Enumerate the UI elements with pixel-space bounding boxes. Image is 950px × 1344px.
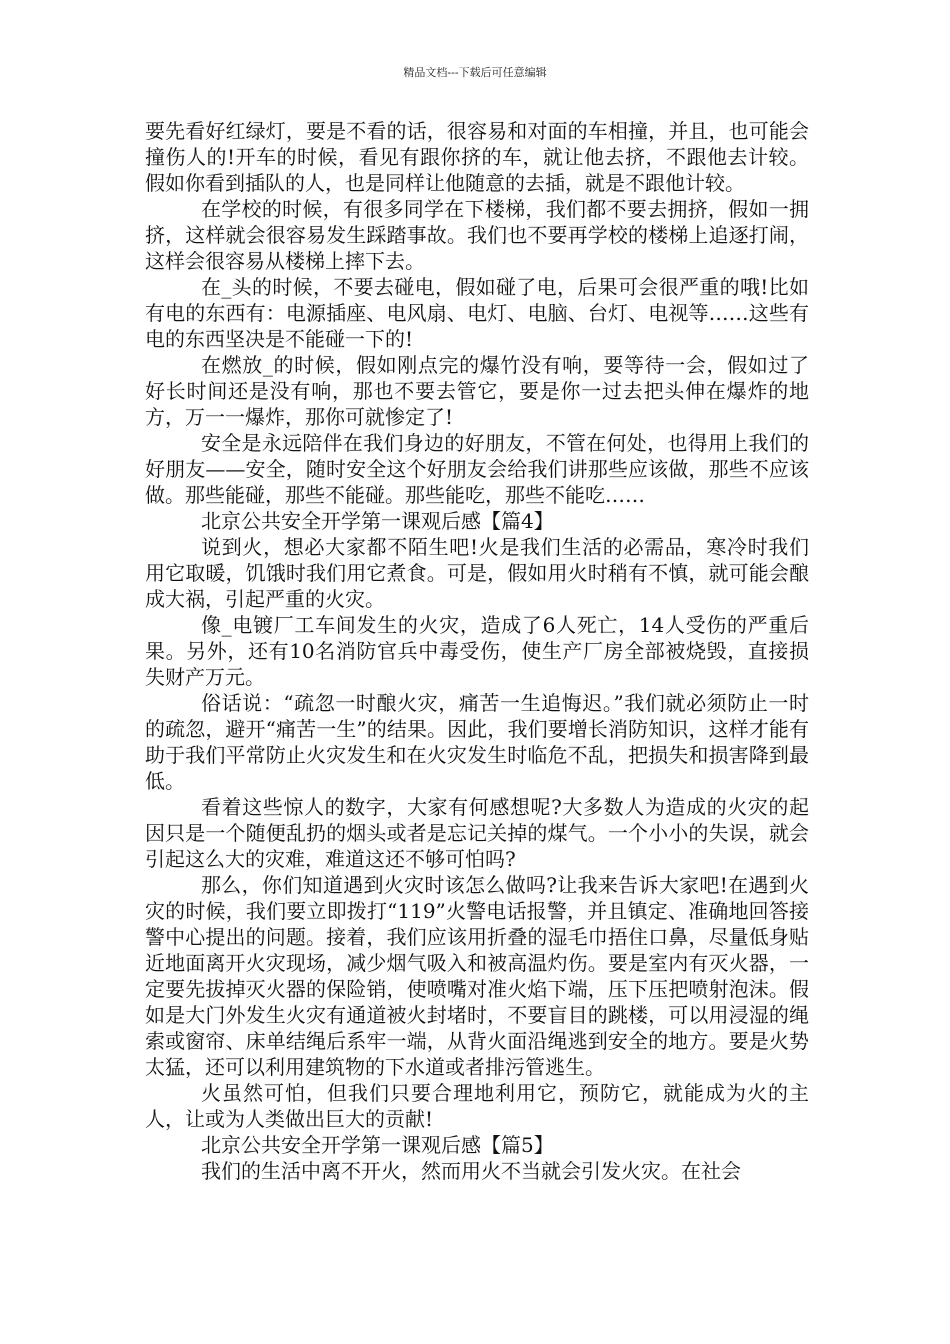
- paragraph: 说到火，想必大家都不陌生吧!火是我们生活的必需品，寒冷时我们用它取暖，饥饿时我们用它煮食。可是，假如用火时稍有不慎，就可能会酿成大祸，引起严重的火灾。: [145, 535, 809, 611]
- paragraph: 那么，你们知道遇到火灾时该怎么做吗?让我来告诉大家吧!在遇到火灾的时候，我们要立即拨打“119”火警电话报警，并且镇定、准确地回答接警中心提出的问题。接着，我们应该用折叠的湿毛巾捂住口鼻，尽量低身贴近地面离开火灾现场，减少烟气吸入和被高温灼伤。要是室内有灭火器，一定要先拔掉灭火器的保险销，使喷嘴对准火焰下端，压下压把喷射泡沫。假如是大门外发生火灾有通道被火封堵时，不要盲目的跳楼，可以用浸湿的绳索或窗帘、床单结绳后系牢一端，从背火面沿绳逃到安全的地方。要是火势太猛，还可以利用建筑物的下水道或者排污管逃生。: [145, 873, 809, 1079]
- paragraph: 我们的生活中离不开火，然而用火不当就会引发火灾。在社会: [201, 1159, 741, 1183]
- section-heading: 北京公共安全开学第一课观后感【篇5】: [201, 1133, 554, 1157]
- paragraph: 在学校的时候，有很多同学在下楼梯，我们都不要去拥挤，假如一拥挤，这样就会很容易发生踩踏事故。我们也不要再学校的楼梯上追逐打闹，这样会很容易从楼梯上摔下去。: [145, 197, 809, 273]
- page-header: 精品文档---下载后可任意编辑: [403, 66, 547, 79]
- section-heading: 北京公共安全开学第一课观后感【篇4】: [201, 509, 554, 533]
- paragraph: 火虽然可怕，但我们只要合理地利用它，预防它，就能成为火的主人，让或为人类做出巨大的贡献!: [145, 1081, 809, 1131]
- paragraph: 像_电镀厂工车间发生的火灾，造成了6人死亡，14人受伤的严重后果。另外，还有10名消防官兵中毒受伤，使生产厂房全部被烧毁，直接损失财产万元。: [145, 613, 809, 689]
- paragraph: 在_头的时候，不要去碰电，假如碰了电，后果可会很严重的哦!比如有电的东西有：电源插座、电风扇、电灯、电脑、台灯、电视等……这些有电的东西坚决是不能碰一下的!: [145, 275, 809, 351]
- paragraph: 安全是永远陪伴在我们身边的好朋友，不管在何处，也得用上我们的好朋友——安全，随时安全这个好朋友会给我们讲那些应该做，那些不应该做。那些能碰，那些不能碰。那些能吃，那些不能吃……: [145, 431, 809, 507]
- paragraph: 要先看好红绿灯，要是不看的话，很容易和对面的车相撞，并且，也可能会撞伤人的!开车的时候，看见有跟你挤的车，就让他去挤，不跟他去计较。假如你看到插队的人，也是同样让他随意的去插，就是不跟他计较。: [145, 119, 809, 195]
- paragraph: 在燃放_的时候，假如刚点完的爆竹没有响，要等待一会，假如过了好长时间还是没有响，那也不要去管它，要是你一过去把头伸在爆炸的地方，万一一爆炸，那你可就惨定了!: [145, 353, 809, 429]
- paragraph: 俗话说：“疏忽一时酿火灾，痛苦一生追悔迟。”我们就必须防止一时的疏忽，避开“痛苦一生”的结果。因此，我们要增长消防知识，这样才能有助于我们平常防止火灾发生和在火灾发生时临危不乱，把损失和损害降到最低。: [145, 691, 809, 793]
- document-body: [145, 118, 809, 1184]
- paragraph: 看着这些惊人的数字，大家有何感想呢?大多数人为造成的火灾的起因只是一个随便乱扔的烟头或者是忘记关掉的煤气。一个小小的失误，就会引起这么大的灾难，难道这还不够可怕吗?: [145, 795, 809, 871]
